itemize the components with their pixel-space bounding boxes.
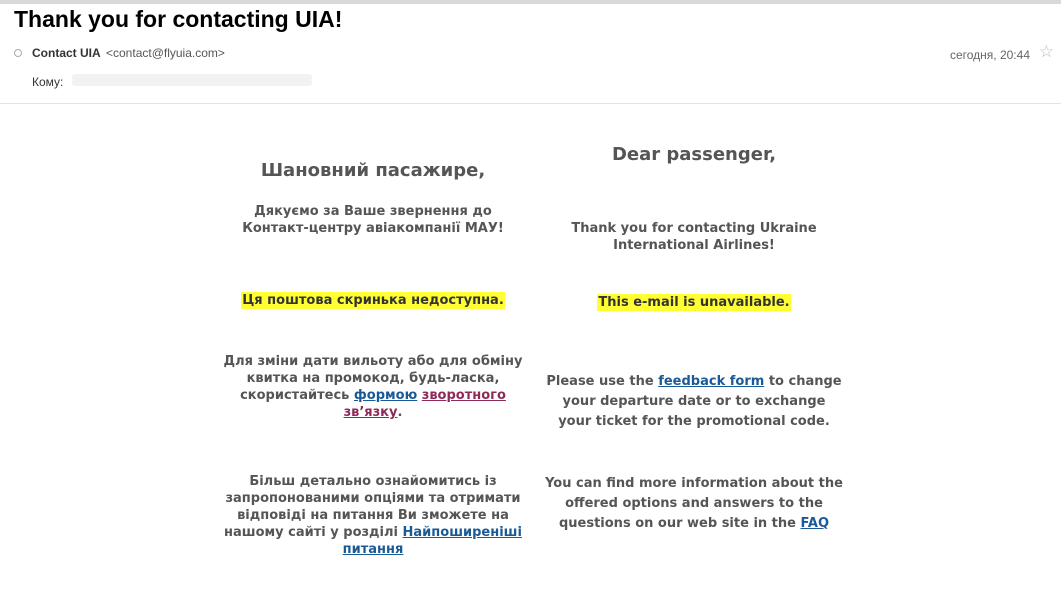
uk-info-pre: Більш детально ознайомитись із запропонованими опціями та отримати відповіді на питання Ви зможете на нашому сайті у розділі [224, 474, 521, 540]
en-unavailable-block [544, 294, 844, 311]
en-faq-link[interactable]: FAQ [800, 516, 830, 531]
en-info-text [544, 474, 844, 534]
sender-name[interactable]: Contact UIA [32, 46, 101, 60]
uk-feedback-link-3[interactable]: зв’язку [343, 405, 398, 420]
uk-change-post: . [397, 405, 403, 420]
uk-info-text [222, 473, 524, 558]
en-thanks-text: Thank you for contacting Ukraine International Airlines! [571, 221, 817, 253]
recipient-row [32, 71, 63, 87]
uk-feedback-link[interactable]: формою [353, 388, 418, 403]
en-change-text [544, 372, 844, 432]
top-border [0, 0, 1061, 4]
en-change-pre: Please use the [546, 374, 654, 389]
en-change-post: to change your departure date or to exchange your ticket for the promotional code. [558, 374, 842, 429]
en-feedback-link[interactable]: feedback form [658, 374, 765, 389]
email-date: сегодня, 20:44 [949, 48, 1030, 62]
to-label: Кому: [32, 75, 64, 89]
recipient-redacted [72, 74, 312, 86]
uk-feedback-link-2[interactable]: зворотного [421, 388, 506, 403]
en-greeting: Dear passenger, [611, 144, 777, 165]
en-info-pre: You can find more information about the offered options and answers to the questions on our web site in the [545, 476, 843, 531]
uk-faq-link[interactable]: Найпоширеніші питання [342, 525, 522, 557]
uk-greeting: Шановний пасажире, [260, 160, 486, 181]
header-divider [0, 103, 1061, 104]
sender-email[interactable]: <contact@flyuia.com> [106, 46, 225, 60]
uk-change-text [222, 353, 524, 421]
uk-unavailable-text: Ця поштова скринька недоступна. [242, 293, 504, 308]
uk-unavailable-block [222, 292, 524, 309]
email-subject: Thank you for contacting UIA! [14, 6, 343, 32]
sender-row [14, 42, 1054, 62]
uk-change-pre: Для зміни дати вильоту або для обміну квитка на промокод, будь-ласка, скористайтесь [223, 354, 523, 403]
en-unavailable-text: This e-mail is unavailable. [598, 295, 790, 310]
uk-thanks-text: Дякуємо за Ваше звернення до Контакт-центру авіакомпанії МАУ! [242, 204, 504, 236]
star-icon[interactable]: ☆ [1038, 42, 1054, 62]
unread-dot-icon[interactable] [14, 49, 22, 57]
